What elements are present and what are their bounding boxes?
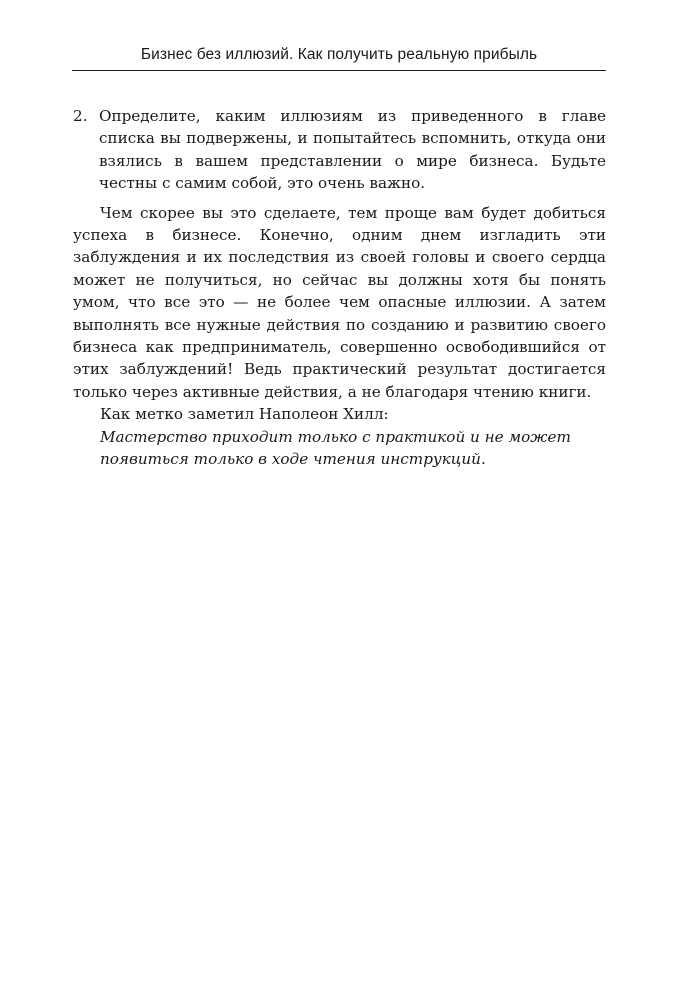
list-item-text: Определите, каким иллюзиям из приведенного в главе списка вы подвержены, и попытайтесь вспомнить, откуда они взялись в вашем представлении о мире бизнеса. Будьте честны с самим собой, это очень важно. bbox=[99, 107, 606, 193]
running-header: Бизнес без иллюзий. Как получить реальную прибыль bbox=[140, 46, 538, 63]
numbered-list-item bbox=[73, 105, 606, 195]
quote: Мастерство приходит только с практикой и не может появиться только в ходе чтения инструкций. bbox=[100, 427, 571, 469]
quote-intro-paragraph: Как метко заметил Наполеон Хилл: bbox=[100, 405, 389, 424]
header-rule bbox=[72, 70, 606, 71]
page-body bbox=[73, 105, 606, 471]
body-paragraph: Чем скорее вы это сделаете, тем проще вам будет добиться успеха в бизнесе. Конечно, одним днем изгладить эти заблуждения и их последствия из своей головы и своего сердца может не получиться, но сейчас вы должны хотя бы понять умом, что все это — не более чем опасные иллюзии. А затем выполнять все нужные действия по созданию и развитию своего бизнеса как предприниматель, совершенно освободившийся от этих заблуждений! Ведь практический результат достигается только через активные действия, а не благодаря чтению книги. bbox=[73, 203, 606, 401]
list-item-number: 2. bbox=[73, 107, 88, 125]
